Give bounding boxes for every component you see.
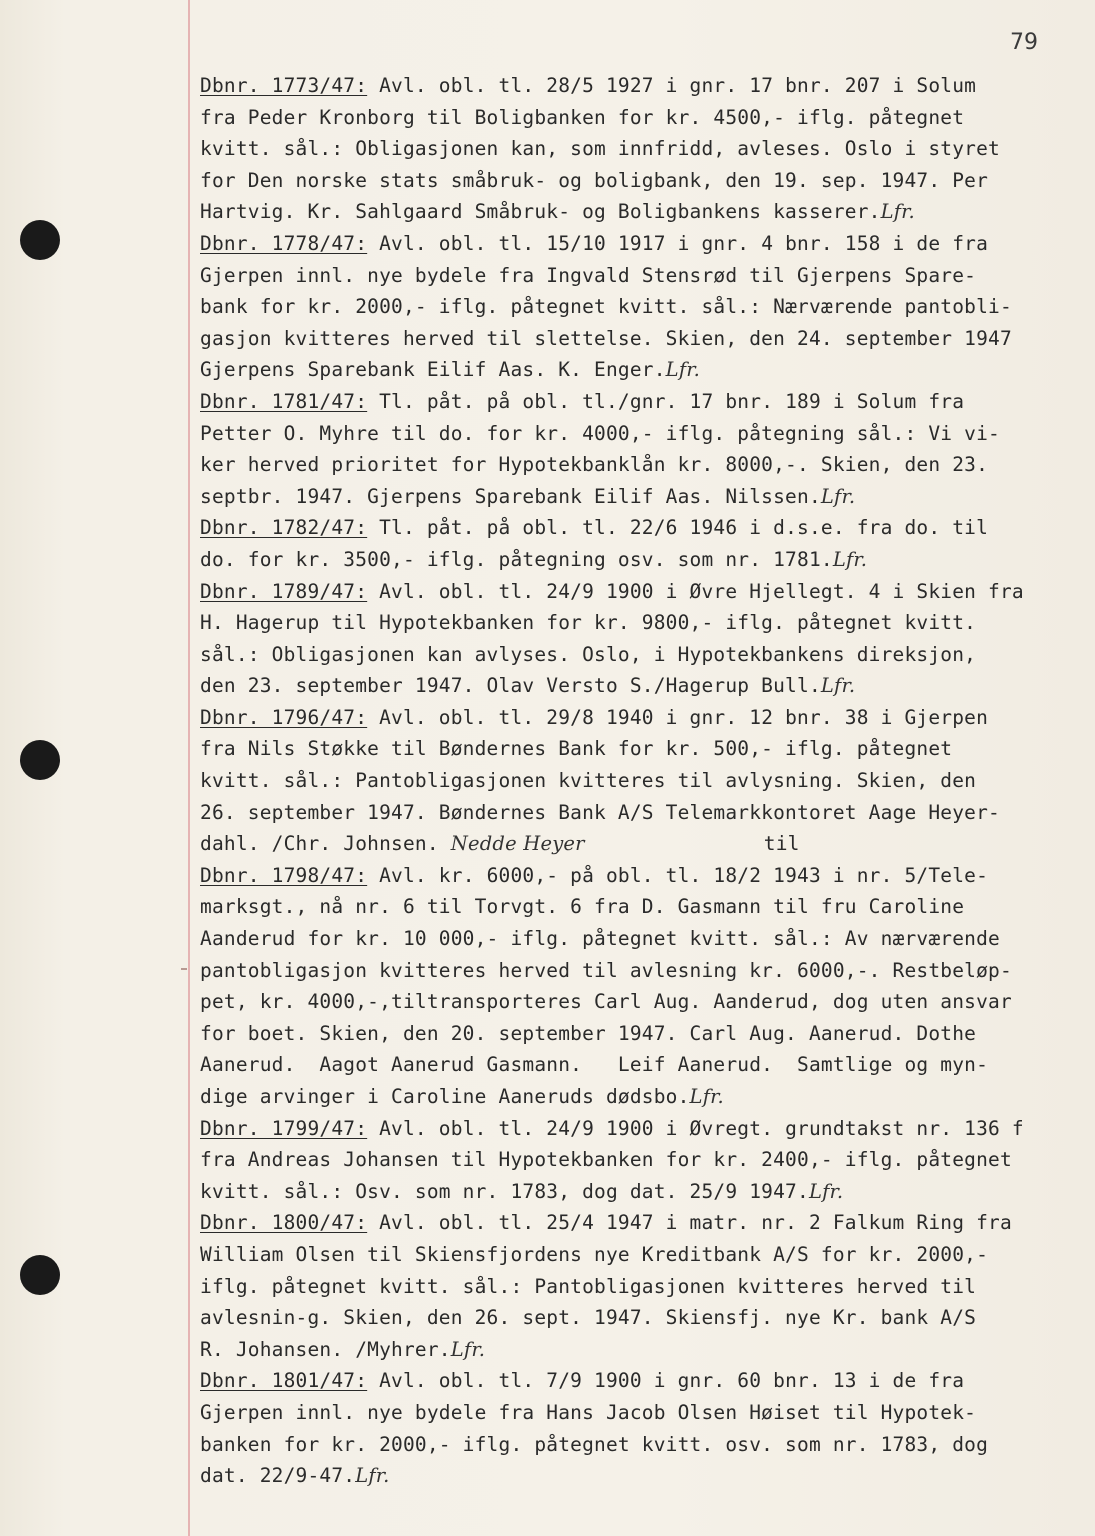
line-text: Aanderud for kr. 10 000,- iflg. påtegnet kvitt. sål.: Av nærværende [200,927,1000,951]
text-line [200,354,1080,386]
line-text: kvitt. sål.: Obligasjonen kan, som innfridd, avleses. Oslo i styret [200,137,1000,161]
text-line [200,1018,1080,1050]
entry-number: Dbnr. 1801/47: [200,1369,368,1393]
line-text: Avl. obl. tl. 25/4 1947 i matr. nr. 2 Falkum Ring fra [367,1211,1012,1235]
line-text: H. Hagerup til Hypotekbanken for kr. 9800,- iflg. påtegnet kvitt. [200,611,977,635]
text-line [200,1397,1080,1429]
line-text: Tl. påt. på obl. tl./gnr. 17 bnr. 189 i Solum fra [367,389,965,413]
line-text: septbr. 1947. Gjerpens Sparebank Eilif Aas. Nilssen. [200,484,821,508]
line-text: Avl. obl. tl. 7/9 1900 i gnr. 60 bnr. 13 i de fra [367,1369,965,1393]
handwritten-initials: Lfr. [689,1085,724,1108]
handwritten-initials: Lfr. [820,674,856,698]
line-text: gasjon kvitteres herved til slettelse. Skien, den 24. september 1947 [200,326,1012,350]
line-text: sål.: Obligasjonen kan avlyses. Oslo, i Hypotekbankens direksjon, [200,642,977,666]
text-line [200,765,1080,797]
entry-first-line [200,1207,1080,1239]
handwritten-initials: Lfr. [450,1337,486,1361]
line-text: dige arvinger i Caroline Aaneruds dødsbo. [200,1085,690,1108]
handwritten-initials: Lfr. [820,484,856,508]
text-line [200,291,1080,323]
line-text: R. Johansen. /Myhrer. [200,1337,451,1361]
entry-number: Dbnr. 1773/47: [200,74,368,97]
handwritten-initials: Lfr. [665,358,701,382]
typed-text-block [200,70,1080,1492]
text-line [200,670,1080,702]
line-text: banken for kr. 2000,- iflg. påtegnet kvitt. osv. som nr. 1783, dog [200,1432,989,1456]
line-text: iflg. påtegnet kvitt. sål.: Pantobligasjonen kvitteres herved til [200,1274,977,1298]
line-text: ker herved prioritet for Hypotekbanklån kr. 8000,-. Skien, den 23. [200,453,989,477]
text-line [200,607,1080,639]
text-line [200,323,1080,355]
text-line [200,1271,1080,1303]
text-line [200,923,1080,955]
text-line [200,797,1080,829]
line-text: William Olsen til Skiensfjordens nye Kreditbank A/S for kr. 2000,- [200,1242,989,1266]
text-line [200,1334,1080,1366]
text-line [200,1176,1080,1208]
line-text: Aanerud. Aagot Aanerud Gasmann. Leif Aanerud. Samtlige og myn- [200,1053,989,1077]
text-line [200,133,1080,165]
text-line [200,165,1080,197]
text-line [200,449,1080,481]
line-text: Gjerpens Sparebank Eilif Aas. K. Enger. [200,358,666,382]
line-text: kvitt. sål.: Osv. som nr. 1783, dog dat. 25/9 1947. [200,1179,809,1203]
entry-number: Dbnr. 1781/47: [200,389,368,413]
punch-hole [20,740,60,780]
line-text: marksgt., nå nr. 6 til Torvgt. 6 fra D. Gasmann til fru Caroline [200,895,965,919]
text-line [200,1144,1080,1176]
line-text: Avl. obl. tl. 24/9 1900 i Øvregt. grundtakst nr. 136 f [367,1116,1024,1140]
text-line [200,828,1080,860]
entry-first-line [200,860,1080,892]
entry-number: Dbnr. 1796/47: [200,705,368,729]
line-tail-text: til [584,832,800,856]
entry-number: Dbnr. 1800/47: [200,1211,368,1235]
line-text: fra Andreas Johansen til Hypotekbanken for kr. 2400,- iflg. påtegnet [200,1148,1012,1172]
line-text: do. for kr. 3500,- iflg. påtegning osv. som nr. 1781. [200,547,833,571]
text-line [200,260,1080,292]
text-line [200,196,1080,228]
text-line [200,1081,1080,1113]
line-text: pet, kr. 4000,-,tiltransporteres Carl Aug. Aanderud, dog uten ansvar [200,990,1012,1014]
entry-first-line [200,70,1080,102]
text-line [200,544,1080,576]
line-text: Gjerpen innl. nye bydele fra Ingvald Stensrød til Gjerpens Spare- [200,263,977,287]
entry-number: Dbnr. 1789/47: [200,579,368,603]
text-line [200,1429,1080,1461]
entry-first-line [200,1365,1080,1397]
line-text: Avl. obl. tl. 24/9 1900 i Øvre Hjellegt. 4 i Skien fra [367,579,1024,603]
line-text: bank for kr. 2000,- iflg. påtegnet kvitt. sål.: Nærværende pantobli- [200,295,1012,319]
entry-number: Dbnr. 1798/47: [200,863,368,887]
line-text: fra Nils Støkke til Bøndernes Bank for kr. 500,- iflg. påtegnet [200,737,953,761]
line-text: pantobligasjon kvitteres herved til avlesning kr. 6000,-. Restbeløp- [200,958,1012,982]
entry-number: Dbnr. 1799/47: [200,1116,368,1140]
text-line [200,955,1080,987]
handwritten-initials: Lfr. [355,1464,390,1488]
text-line [200,1460,1080,1492]
text-line [200,1049,1080,1081]
line-text: Gjerpen innl. nye bydele fra Hans Jacob Olsen Høiset til Hypotek- [200,1400,977,1424]
text-line [200,639,1080,671]
text-line [200,1239,1080,1271]
line-text: fra Peder Kronborg til Boligbanken for kr. 4500,- iflg. påtegnet [200,105,965,129]
entry-first-line [200,386,1080,418]
entry-first-line [200,1113,1080,1145]
margin-rule [188,0,190,1536]
line-text: avlesnin-g. Skien, den 26. sept. 1947. Skiensfj. nye Kr. bank A/S [200,1306,977,1330]
line-text: dat. 22/9-47. [200,1464,356,1488]
entry-first-line [200,576,1080,608]
line-text: Avl. kr. 6000,- på obl. tl. 18/2 1943 i nr. 5/Tele- [367,863,989,887]
entry-number: Dbnr. 1778/47: [200,231,368,255]
handwritten-initials: Lfr. [832,547,868,571]
handwritten-initials: Nedde Heyer [450,832,585,856]
line-text: Petter O. Myhre til do. for kr. 4000,- iflg. påtegning sål.: Vi vi- [200,421,1000,445]
line-text: 26. september 1947. Bøndernes Bank A/S Telemarkkontoret Aage Heyer- [200,800,1000,824]
handwritten-initials: Lfr. [808,1179,844,1203]
text-line [200,733,1080,765]
punch-hole [20,1255,60,1295]
line-text: Avl. obl. tl. 28/5 1927 i gnr. 17 bnr. 207 i Solum [367,74,977,97]
entry-first-line [200,512,1080,544]
entry-number: Dbnr. 1782/47: [200,516,368,540]
text-line [200,102,1080,134]
entry-first-line [200,228,1080,260]
text-line [200,986,1080,1018]
line-text: dahl. /Chr. Johnsen. [200,832,451,856]
line-text: Avl. obl. tl. 15/10 1917 i gnr. 4 bnr. 158 i de fra [367,231,989,255]
text-line [200,1302,1080,1334]
margin-tick [181,968,187,970]
text-line [200,481,1080,513]
handwritten-initials: Lfr. [880,200,915,224]
line-text: for Den norske stats småbruk- og boligbank, den 19. sep. 1947. Per [200,168,989,192]
punch-hole [20,220,60,260]
line-text: den 23. september 1947. Olav Versto S./Hagerup Bull. [200,674,821,698]
line-text: kvitt. sål.: Pantobligasjonen kvitteres til avlysning. Skien, den [200,769,977,793]
line-text: for boet. Skien, den 20. september 1947. Carl Aug. Aanerud. Dothe [200,1021,977,1045]
line-text: Hartvig. Kr. Sahlgaard Småbruk- og Boligbankens kasserer. [200,200,881,224]
text-line [200,418,1080,450]
text-line [200,891,1080,923]
line-text: Tl. påt. på obl. tl. 22/6 1946 i d.s.e. fra do. til [367,516,989,540]
line-text: Avl. obl. tl. 29/8 1940 i gnr. 12 bnr. 38 i Gjerpen [367,705,989,729]
entry-first-line [200,702,1080,734]
page-number: 79 [1010,30,1038,55]
